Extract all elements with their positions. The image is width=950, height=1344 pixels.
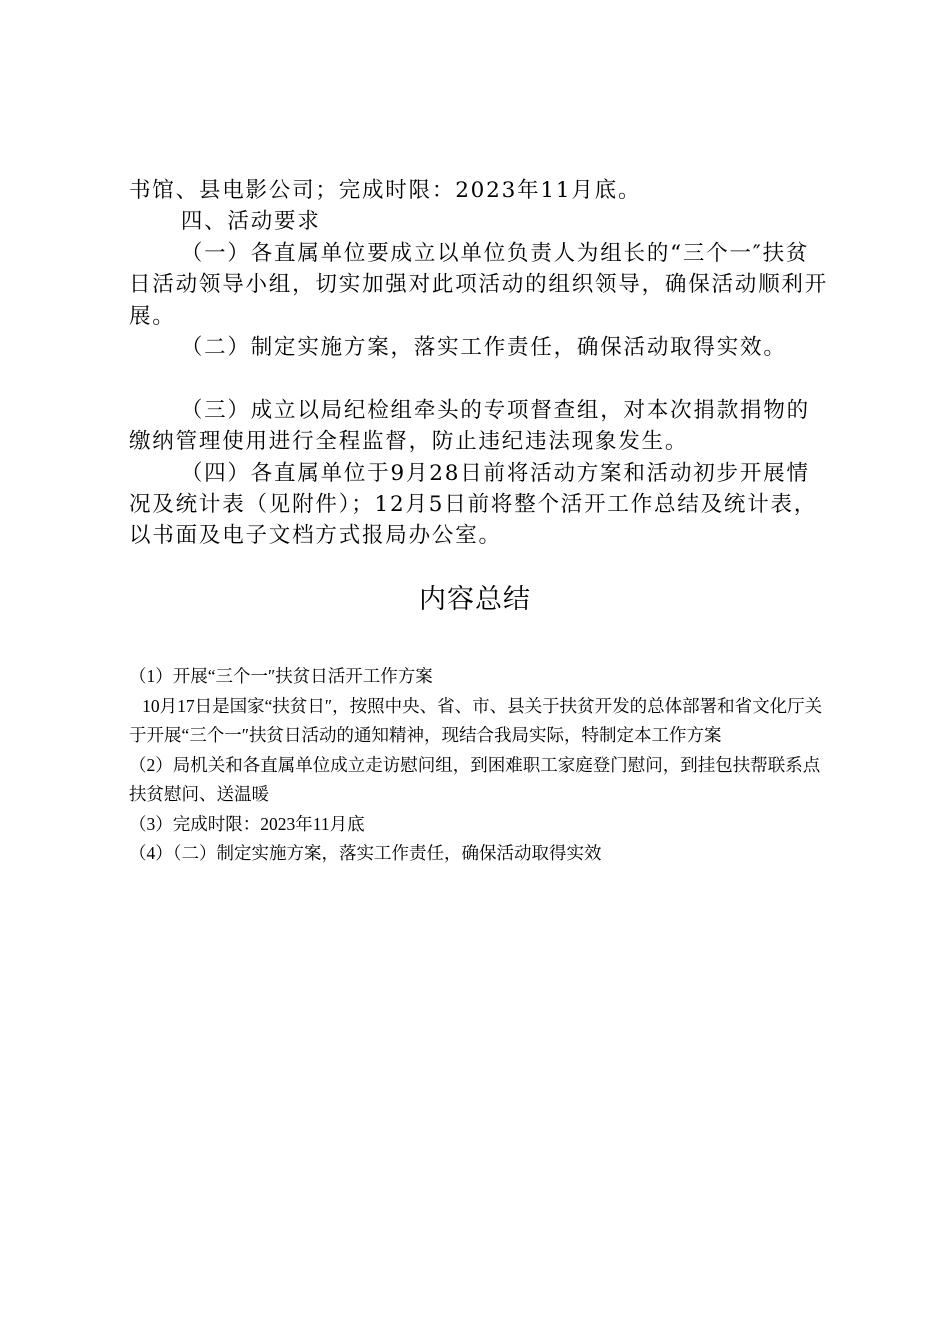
summary-item-1: （1）开展“三个一″扶贫日活开工作方案 xyxy=(129,666,433,686)
body-paragraph-requirement-3: （三）成立以局纪检组牵头的专项督查组，对本次捐款捐物的缴纳管理使用进行全程监督，防止违纪违法现象发生。 xyxy=(129,397,810,455)
summary-list xyxy=(129,662,829,869)
summary-item-4: （4）（二）制定实施方案，落实工作责任，确保活动取得实效 xyxy=(129,843,602,863)
summary-item-2: （2）局机关和各直属单位成立走访慰问组，到困难职工家庭登门慰问，到挂包扶帮联系点扶贫慰问、送温暖 xyxy=(129,754,821,804)
body-paragraph-1: 书馆、县电影公司；完成时限：2023年11月底。 xyxy=(129,178,642,203)
body-paragraph-requirement-4: （四）各直属单位于9月28日前将活动方案和活动初步开展情况及统计表（见附件）；12月5日前将整个活开工作总结及统计表，以书面及电子文档方式报局办公室。 xyxy=(129,460,818,549)
summary-title: 内容总结 xyxy=(419,584,531,615)
body-paragraph-requirement-1: （一）各直属单位要成立以单位负责人为组长的“三个一″扶贫日活动领导小组，切实加强对此项活动的组织领导，确保活动顺利开展。 xyxy=(129,240,829,329)
section-heading-activity-requirements: 四、活动要求 xyxy=(129,209,321,235)
document-body xyxy=(129,175,829,552)
summary-item-1-detail: 10月17日是国家“扶贫日″，按照中央、省、市、县关于扶贫开发的总体部署和省文化厅关于开展“三个一″扶贫日活动的通知精神，现结合我局实际，特制定本工作方案 xyxy=(129,695,823,745)
summary-item-3: （3）完成时限：2023年11月底 xyxy=(129,813,365,834)
body-paragraph-requirement-2: （二）制定实施方案，落实工作责任，确保活动取得实效。 xyxy=(129,335,787,361)
